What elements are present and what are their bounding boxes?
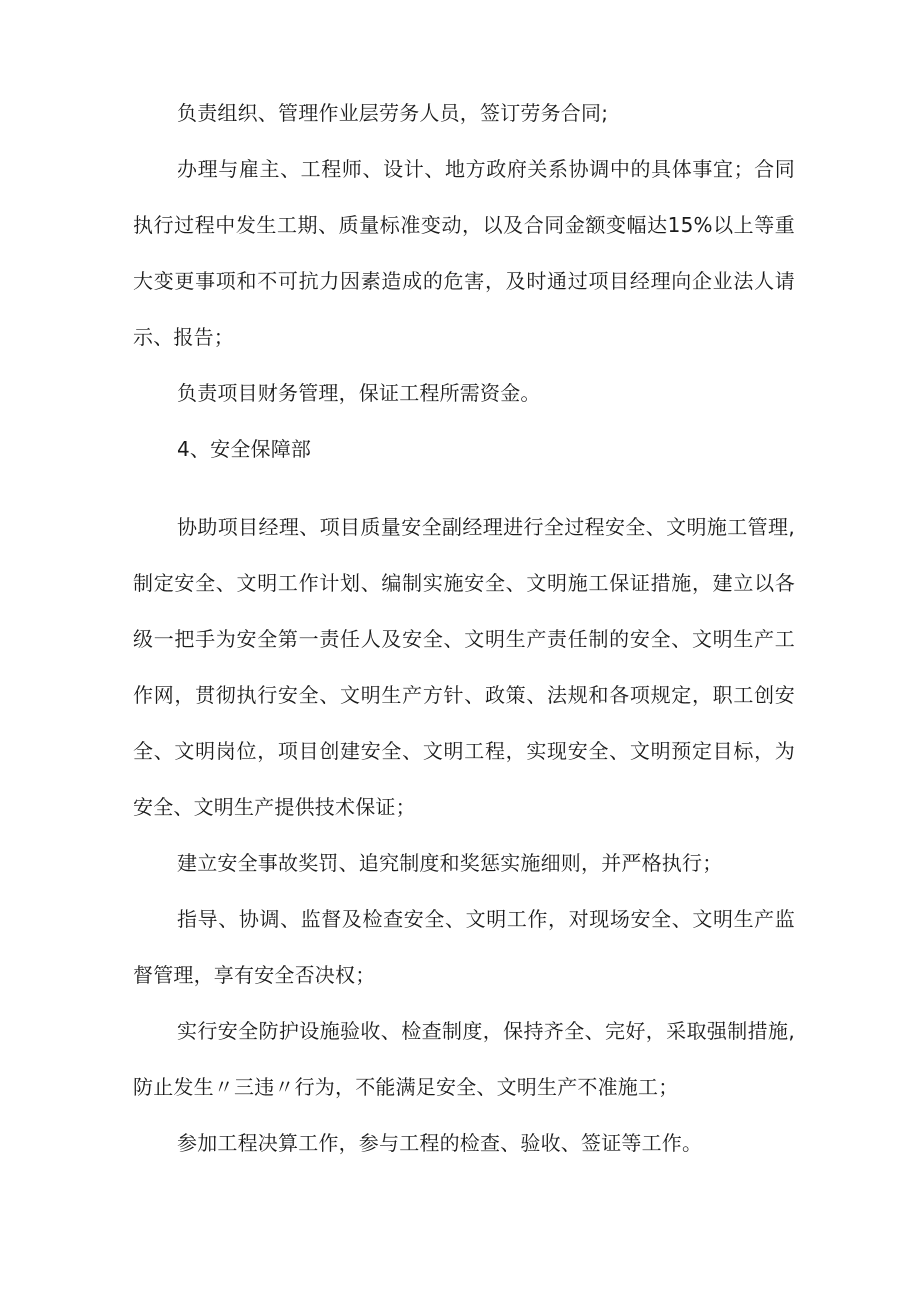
document-body: [133, 85, 795, 1171]
paragraph-protection: 实行安全防护设施验收、检查制度，保持齐全、完好，采取强制措施,防止发生〃三违〃行为，不能满足安全、文明生产不准施工；: [133, 1019, 795, 1099]
paragraph-supervision: 指导、协调、监督及检查安全、文明工作，对现场安全、文明生产监督管理，享有安全否决权；: [133, 907, 795, 987]
paragraph-accident-rules: 建立安全事故奖罚、追究制度和奖惩实施细则，并严格执行；: [177, 851, 723, 875]
paragraph-labor-management: 负责组织、管理作业层劳务人员，签订劳务合同;: [177, 101, 609, 125]
section-gap: [133, 477, 795, 499]
paragraph-finance: 负责项目财务管理，保证工程所需资金。: [177, 381, 541, 405]
section-heading: 4、安全保障部: [177, 437, 312, 461]
paragraph-coordination: 办理与雇主、工程师、设计、地方政府关系协调中的具体事宜；合同执行过程中发生工期、质量标准变动，以及合同金额变幅达15%以上等重大变更事项和不可抗力因素造成的危害，及时通过项目经理向企业法人请示、报告；: [133, 157, 795, 349]
paragraph-safety-assist: 协助项目经理、项目质量安全副经理进行全过程安全、文明施工管理,制定安全、文明工作计划、编制实施安全、文明施工保证措施，建立以各级一把手为安全第一责任人及安全、文明生产责任制的安全、文明生产工作网，贯彻执行安全、文明生产方针、政策、法规和各项规定，职工创安全、文明岗位，项目创建安全、文明工程，实现安全、文明预定目标，为安全、文明生产提供技术保证；: [133, 515, 795, 819]
paragraph-settlement: 参加工程决算工作，参与工程的检查、验收、签证等工作。: [177, 1131, 703, 1155]
